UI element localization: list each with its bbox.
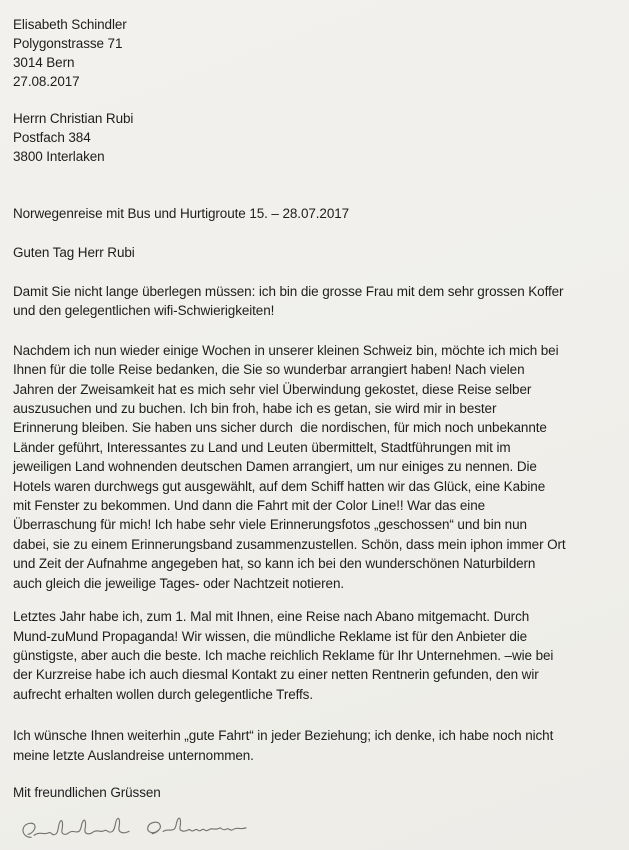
text-line: Ihnen für die tolle Reise bedanken, die Sie so wunderbar arrangiert haben! Nach vielen (13, 362, 525, 378)
body-paragraph-intro (13, 282, 617, 321)
text-line: mit Fenster zu bekommen. Und dann die Fahrt mit der Color Line!! War das eine (13, 498, 486, 514)
text-line: Elisabeth Schindler (13, 17, 127, 32)
text-line: der Kurzreise habe ich auch diesmal Kontakt zu einer netten Rentnerin gefunden, den wir (13, 667, 539, 683)
text-line: Hotels waren durchwegs gut ausgewählt, auf dem Schiff hatten wir das Glück, eine Kabine (13, 478, 546, 494)
recipient-address (13, 109, 617, 166)
text-line: auszusuchen und zu buchen. Ich bin froh, habe ich es getan, sie wird mir in bester (13, 401, 497, 417)
text-line: und Zeit der Aufnahme angegeben hat, so kann ich bei den wunderschönen Naturbildern (13, 556, 536, 572)
text-line: Herrn Christian Rubi (13, 111, 134, 126)
text-line: meine letzte Auslandreise unternommen. (13, 747, 254, 763)
body-paragraph-thanks (13, 341, 617, 593)
text-line: auch gleich die jeweilige Tages- oder Nachtzeit notieren. (13, 575, 345, 591)
text-line: Erinnerung bleiben. Sie haben uns sicher durch die nordischen, für mich noch unbekannte (13, 420, 547, 436)
text-line: Letztes Jahr habe ich, zum 1. Mal mit Ihnen, eine Reise nach Abano mitgemacht. Durch (13, 609, 530, 625)
text-line: und den gelegentlichen wifi-Schwierigkeiten! (13, 303, 275, 319)
subject-line: Norwegenreise mit Bus und Hurtigroute 15. – 28.07.2017 (13, 206, 350, 221)
text-line: aufrecht erhalten wollen durch gelegentliche Treffs. (13, 686, 313, 702)
text-line: Jahren der Zweisamkeit hat es mich sehr viel Überwindung gekostet, diese Reise selber (13, 381, 532, 397)
body-paragraph-abano (13, 607, 617, 704)
text-line: Nachdem ich nun wieder einige Wochen in unserer kleinen Schweiz bin, möchte ich mich bei (13, 342, 559, 358)
text-line: Ich wünsche Ihnen weiterhin „gute Fahrt“ in jeder Beziehung; ich denke, ich habe noch nicht (13, 728, 554, 744)
text-line: Polygonstrasse 71 (13, 36, 123, 51)
text-line: dabei, sie zu einem Erinnerungsband zusammenzustellen. Schön, dass mein iphon immer Ort (13, 536, 566, 552)
closing-phrase: Mit freundlichen Grüssen (13, 784, 161, 800)
text-line: günstigste, aber auch die beste. Ich mache reichlich Reklame für Ihr Unternehmen. –wie bei (13, 647, 554, 663)
handwritten-signature (17, 806, 268, 850)
text-line: Mund-zuMund Propaganda! Wir wissen, die mündliche Reklame ist für den Anbieter die (13, 628, 528, 644)
text-line: Damit Sie nicht lange überlegen müssen: ich bin die grosse Frau mit dem sehr grossen Koffer (13, 284, 564, 299)
signature-scribble-svg (17, 806, 268, 850)
text-line: Überraschung für mich! Ich habe sehr viele Erinnerungsfotos „geschossen“ und bin nun (13, 517, 527, 533)
text-line: 27.08.2017 (13, 74, 80, 89)
text-line: Postfach 384 (13, 130, 91, 145)
text-line: Länder geführt, Interessantes zu Land und Leuten übermittelt, Stadtführungen mit im (13, 439, 511, 455)
body-paragraph-wishes (13, 726, 617, 765)
text-line: 3800 Interlaken (13, 149, 105, 164)
text-line: jeweiligen Land wohnenden deutschen Damen arrangiert, um nur einiges zu nennen. Die (13, 459, 537, 475)
text-line: 3014 Bern (13, 55, 75, 70)
salutation: Guten Tag Herr Rubi (13, 245, 135, 260)
sender-address (13, 15, 617, 91)
